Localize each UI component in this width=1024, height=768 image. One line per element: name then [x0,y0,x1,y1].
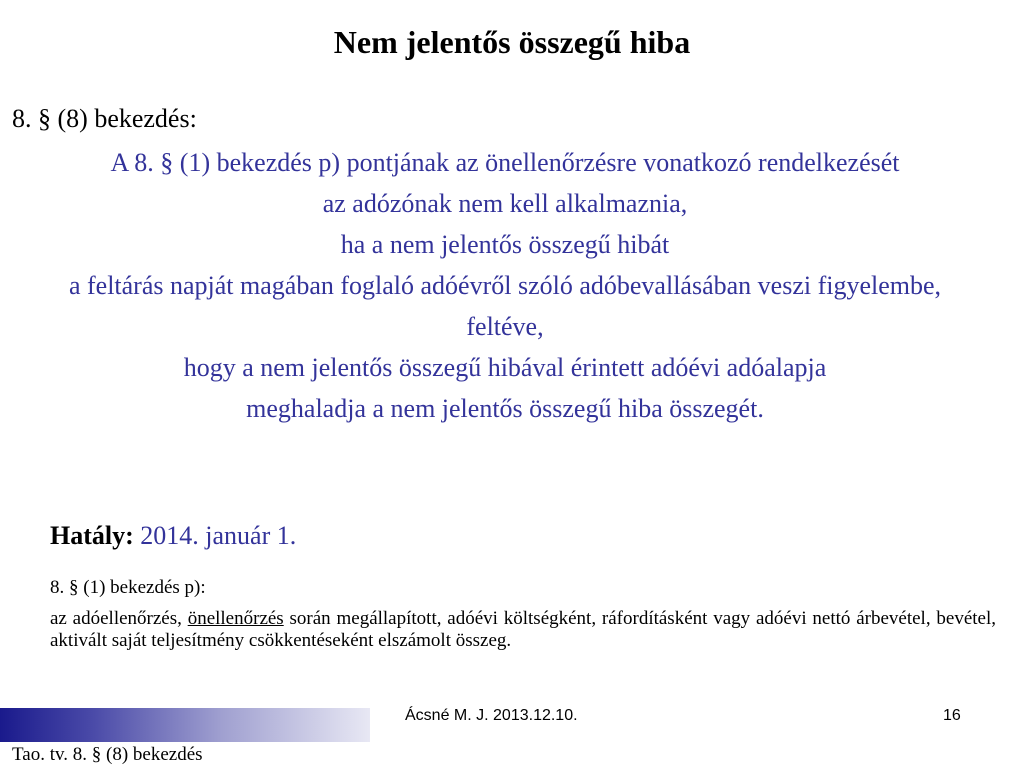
footer-author-date: Ácsné M. J. 2013.12.10. [405,707,578,724]
quote-line: a feltárás napját magában foglaló adóévről szóló adóbevallásában veszi figyelembe, [68,271,942,300]
quote-line: ha a nem jelentős összegű hibát [340,230,670,259]
quote-line: hogy a nem jelentős összegű hibával érintett adóévi adóalapja [183,353,827,382]
footer-gradient-bar [0,708,370,742]
quote-line: A 8. § (1) bekezdés p) pontjának az önellenőrzésre vonatkozó rendelkezését [110,148,900,177]
reference-text-underlined: önellenőrzés [187,608,284,629]
reference-title: 8. § (1) bekezdés p): [50,577,206,598]
effective-date [50,521,296,551]
footer-page-number: 16 [943,707,961,724]
quote-line: az adózónak nem kell alkalmaznia, [322,189,688,218]
quoted-provision [0,148,1010,435]
effective-date-label: Hatály: [50,521,134,550]
bottom-caption: Tao. tv. 8. § (8) bekezdés [12,744,203,765]
reference-text [50,608,996,652]
effective-date-value: 2014. január 1. [140,521,297,550]
reference-text-after: során megállapított, adóévi költségként, ráfordításként vagy adóévi nettó árbevétel, bevétel, aktivált saját teljesítmény csökkentéseként elszámolt összeg. [50,608,997,651]
reference-text-before: az adóellenőrzés, [50,608,188,629]
quote-line: meghaladja a nem jelentős összegű hiba összegét. [246,394,764,423]
quote-line: feltéve, [466,312,544,341]
section-label: 8. § (8) bekezdés: [12,104,197,133]
slide-title: Nem jelentős összegű hiba [333,24,691,60]
